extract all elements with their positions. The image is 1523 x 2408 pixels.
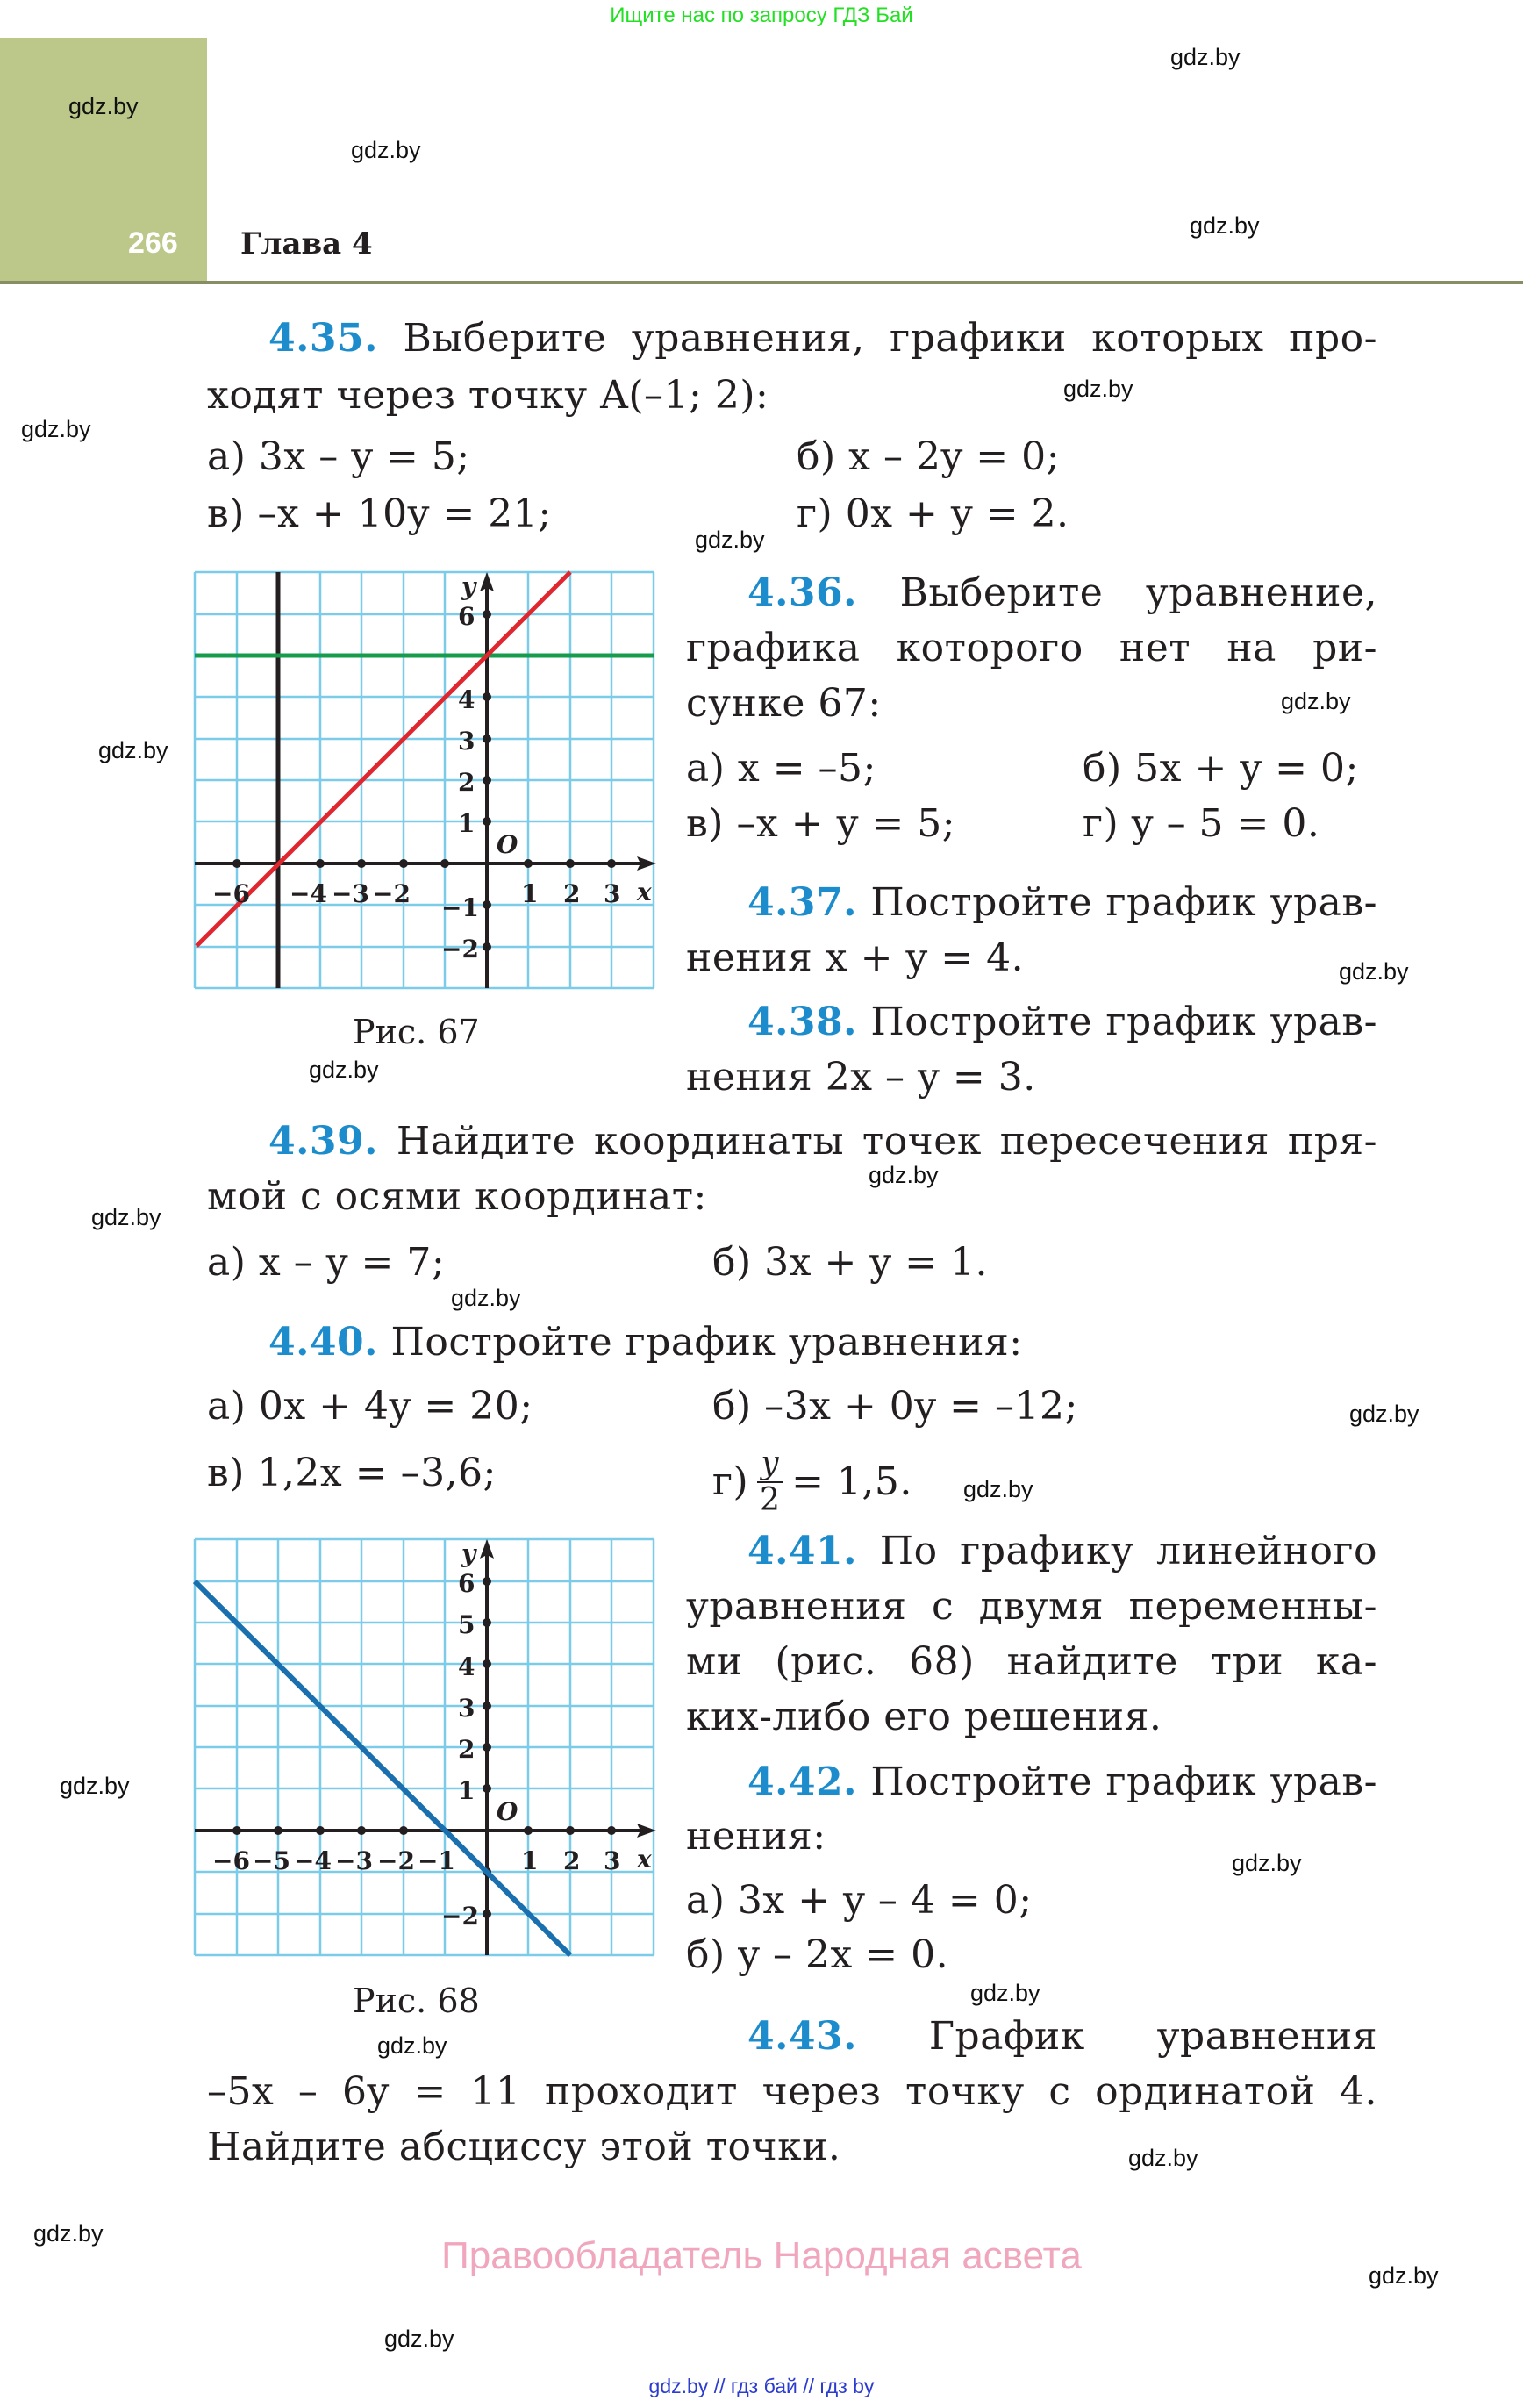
svg-text:−6: −6: [212, 1846, 250, 1875]
svg-text:3: 3: [458, 727, 475, 756]
watermark: gdz.by: [1281, 688, 1351, 714]
option-b: б) x – 2y = 0;: [797, 434, 1060, 479]
figure-68-graph: [193, 1537, 658, 1959]
line-x-plus-y-eq-minus-1: [195, 1581, 570, 1955]
svg-text:−5: −5: [253, 1846, 290, 1875]
figure-67-graph: [193, 570, 658, 992]
watermark: gdz.by: [21, 416, 91, 442]
figure-68: [193, 1537, 658, 1959]
watermark: gdz.by: [963, 1476, 1033, 1502]
option-a: а) x = –5;: [686, 746, 876, 791]
watermark: gdz.by: [98, 737, 168, 763]
watermark: gdz.by: [970, 1980, 1040, 2006]
exercise-line: мой с осями координат:: [207, 1174, 707, 1219]
watermark: gdz.by: [91, 1204, 161, 1230]
exercise-text: 4.43. График уравнения: [747, 2014, 1377, 2059]
exercise-line: ходят через точку A(–1; 2):: [207, 373, 769, 418]
exercise-line: Выберите уравнения, графики которых про-: [403, 316, 1377, 361]
exercise-line: –5x – 6y = 11 проходит через точку с ординатой 4.: [207, 2069, 1377, 2114]
svg-text:1: 1: [458, 1776, 475, 1805]
header-divider: [0, 281, 1523, 284]
option-b: б) 3x + y = 1.: [712, 1240, 988, 1285]
exercise-text: 4.40. Постройте график уравнения:: [268, 1320, 1023, 1365]
svg-text:−6: −6: [212, 879, 250, 908]
option-b: б) y – 2x = 0.: [686, 1932, 949, 1977]
svg-text:4: 4: [458, 685, 475, 714]
exercise-text: 4.36. Выберите уравнение,: [747, 570, 1377, 615]
copyright-notice: Правообладатель Народная асвета: [441, 2234, 1082, 2277]
exercise-text: 4.42. Постройте график урав-: [747, 1759, 1377, 1804]
exercise-text: 4.39. Найдите координаты точек пересечения пря-: [268, 1119, 1377, 1164]
watermark: gdz.by: [1349, 1401, 1419, 1427]
option-b: б) 5x + y = 0;: [1083, 746, 1359, 791]
exercise-text: [207, 312, 1377, 366]
watermark: gdz.by: [1339, 958, 1409, 985]
svg-text:1: 1: [521, 1846, 539, 1875]
svg-text:−3: −3: [335, 1846, 373, 1875]
page-number: 266: [128, 226, 178, 260]
svg-text:4: 4: [458, 1652, 475, 1681]
svg-text:−4: −4: [294, 1846, 332, 1875]
figure-67: [193, 570, 658, 992]
svg-text:1: 1: [458, 809, 475, 838]
fraction: $\frac{y}{2}$: [757, 1446, 783, 1518]
figure-67-caption: Рис. 67: [353, 1013, 480, 1051]
svg-text:−2: −2: [441, 935, 479, 964]
chapter-title: Глава 4: [240, 226, 373, 262]
option-a: а) 3x – y = 5;: [207, 434, 470, 479]
watermark: gdz.by: [1128, 2145, 1198, 2171]
svg-text:3: 3: [604, 879, 621, 908]
footer-links[interactable]: gdz.by // гдз бай // гдз by: [648, 2375, 875, 2397]
svg-text:−2: −2: [377, 1846, 415, 1875]
option-v: в) 1,2x = –3,6;: [207, 1451, 497, 1495]
exercise-text: 4.37. Постройте график урав-: [747, 880, 1377, 925]
exercise-line: уравнения с двумя переменны-: [686, 1584, 1377, 1629]
watermark: gdz.by: [1190, 212, 1260, 239]
svg-text:−1: −1: [441, 893, 479, 922]
svg-text:3: 3: [604, 1846, 621, 1875]
svg-text:2: 2: [458, 768, 475, 797]
watermark: gdz.by: [60, 1773, 130, 1799]
option-v: в) –x + y = 5;: [686, 801, 956, 846]
search-banner[interactable]: Ищите нас по запросу ГДЗ Бай: [610, 4, 913, 27]
svg-text:1: 1: [521, 879, 539, 908]
option-a: а) 0x + 4y = 20;: [207, 1384, 533, 1429]
svg-text:O: O: [497, 830, 518, 859]
exercise-line: сунке 67:: [686, 681, 882, 726]
exercise-text: 4.41. По графику линейного: [747, 1529, 1377, 1573]
watermark: gdz.by: [1170, 44, 1241, 70]
svg-text:2: 2: [563, 879, 581, 908]
svg-text:−1: −1: [418, 1846, 455, 1875]
exercise-line: ми (рис. 68) найдите три ка-: [686, 1639, 1377, 1684]
watermark: gdz.by: [1063, 376, 1133, 402]
svg-text:−2: −2: [441, 1902, 479, 1931]
svg-text:x: x: [637, 1845, 652, 1874]
svg-text:O: O: [497, 1797, 518, 1826]
exercise-line: нения 2x – y = 3.: [686, 1055, 1036, 1100]
exercise-line: Найдите абсциссу этой точки.: [207, 2125, 841, 2169]
svg-text:y: y: [461, 1539, 476, 1568]
svg-text:2: 2: [458, 1735, 475, 1764]
watermark: gdz.by: [1232, 1850, 1302, 1876]
svg-text:6: 6: [458, 1569, 475, 1598]
svg-text:3: 3: [458, 1694, 475, 1723]
watermark: gdz.by: [68, 93, 139, 119]
option-v: в) –x + 10y = 21;: [207, 491, 552, 536]
watermark: gdz.by: [351, 137, 421, 163]
option-a: а) 3x + y – 4 = 0;: [686, 1878, 1033, 1923]
watermark: gdz.by: [1369, 2262, 1439, 2289]
watermark: gdz.by: [309, 1057, 379, 1083]
option-a: а) x – y = 7;: [207, 1240, 446, 1285]
watermark: gdz.by: [695, 527, 765, 553]
watermark: gdz.by: [451, 1285, 521, 1311]
svg-text:−3: −3: [332, 879, 369, 908]
svg-text:−2: −2: [373, 879, 411, 908]
svg-text:y: y: [461, 572, 476, 601]
exercise-line: ких-либо его решения.: [686, 1695, 1162, 1739]
svg-text:x: x: [637, 878, 652, 907]
exercise-number: 4.35.: [268, 316, 378, 361]
watermark: gdz.by: [869, 1162, 939, 1188]
svg-text:−4: −4: [290, 879, 327, 908]
watermark: gdz.by: [377, 2032, 447, 2059]
option-b: б) –3x + 0y = –12;: [712, 1384, 1078, 1429]
option-g: г) y – 5 = 0.: [1083, 801, 1320, 846]
exercise-line: графика которого нет на ри-: [686, 626, 1377, 670]
watermark: gdz.by: [384, 2326, 454, 2352]
watermark: gdz.by: [33, 2220, 104, 2247]
exercise-line: нения:: [686, 1814, 826, 1859]
exercise-text: 4.38. Постройте график урав-: [747, 1000, 1377, 1044]
option-g: г) 0x + y = 2.: [797, 491, 1069, 536]
svg-text:2: 2: [563, 1846, 581, 1875]
svg-text:6: 6: [458, 602, 475, 631]
figure-68-caption: Рис. 68: [353, 1982, 480, 2020]
exercise-line: нения x + y = 4.: [686, 935, 1025, 980]
option-g: г) $\frac{y}{2}$ = 1,5.: [712, 1445, 912, 1518]
svg-text:5: 5: [458, 1610, 475, 1639]
